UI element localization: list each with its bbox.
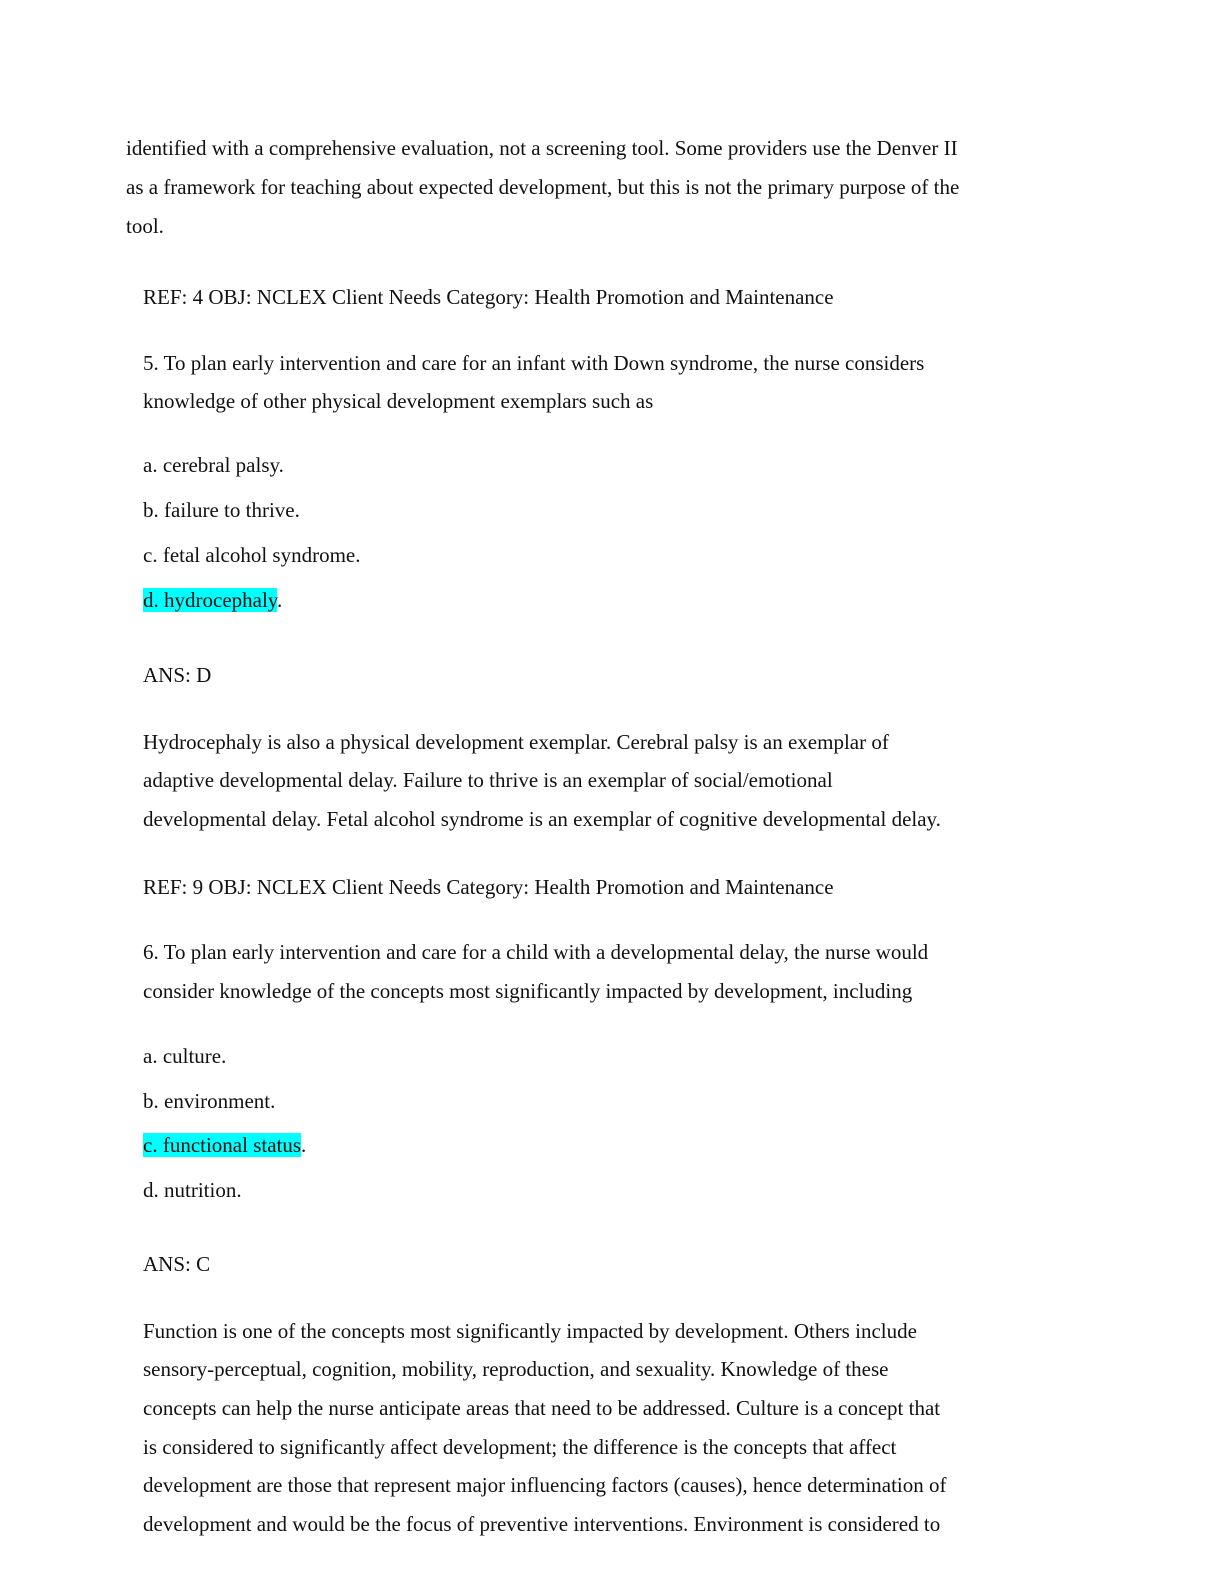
question-stem-line: consider knowledge of the concepts most significantly impacted by development, including [143, 979, 913, 1003]
highlighted-answer: d. hydrocephaly [143, 588, 277, 612]
rationale-line: sensory-perceptual, cognition, mobility, reproduction, and sexuality. Knowledge of these [143, 1357, 889, 1381]
rationale-line: Function is one of the concepts most significantly impacted by development. Others include [143, 1319, 917, 1343]
reference-line-q5: REF: 9 OBJ: NCLEX Client Needs Category: Health Promotion and Maintenance [143, 875, 834, 899]
rationale-line: development and would be the focus of preventive interventions. Environment is considered to [143, 1512, 941, 1536]
option-c [143, 1133, 306, 1157]
option-a: a. culture. [143, 1044, 227, 1068]
question-stem-line: 5. To plan early intervention and care for an infant with Down syndrome, the nurse considers [143, 351, 925, 375]
question-stem-line: knowledge of other physical development exemplars such as [143, 389, 654, 413]
intro-line: identified with a comprehensive evaluation, not a screening tool. Some providers use the Denver II [126, 136, 958, 160]
rationale-line: Hydrocephaly is also a physical development exemplar. Cerebral palsy is an exemplar of [143, 730, 889, 754]
option-c: c. fetal alcohol syndrome. [143, 543, 361, 567]
question-stem-line: 6. To plan early intervention and care for a child with a developmental delay, the nurse would [143, 940, 929, 964]
option-b: b. failure to thrive. [143, 498, 300, 522]
intro-line: as a framework for teaching about expected development, but this is not the primary purpose of the [126, 175, 960, 199]
rationale-line: is considered to significantly affect development; the difference is the concepts that affect [143, 1435, 897, 1459]
rationale-line: adaptive developmental delay. Failure to thrive is an exemplar of social/emotional [143, 768, 833, 792]
answer-key: ANS: D [143, 663, 212, 687]
option-a: a. cerebral palsy. [143, 453, 284, 477]
rationale-line: developmental delay. Fetal alcohol syndrome is an exemplar of cognitive developmental delay. [143, 807, 941, 831]
rationale-line: concepts can help the nurse anticipate areas that need to be addressed. Culture is a concept that [143, 1396, 941, 1420]
reference-line-q4: REF: 4 OBJ: NCLEX Client Needs Category: Health Promotion and Maintenance [143, 285, 834, 309]
rationale-line: development are those that represent major influencing factors (causes), hence determination of [143, 1473, 947, 1497]
highlighted-answer: c. functional status [143, 1133, 302, 1157]
option-c-punctuation: . [301, 1133, 307, 1157]
option-b: b. environment. [143, 1089, 276, 1113]
intro-line: tool. [126, 214, 164, 238]
option-d: d. nutrition. [143, 1178, 242, 1202]
option-d-punctuation: . [276, 588, 283, 612]
option-d [143, 588, 282, 612]
answer-key: ANS: C [143, 1252, 211, 1276]
